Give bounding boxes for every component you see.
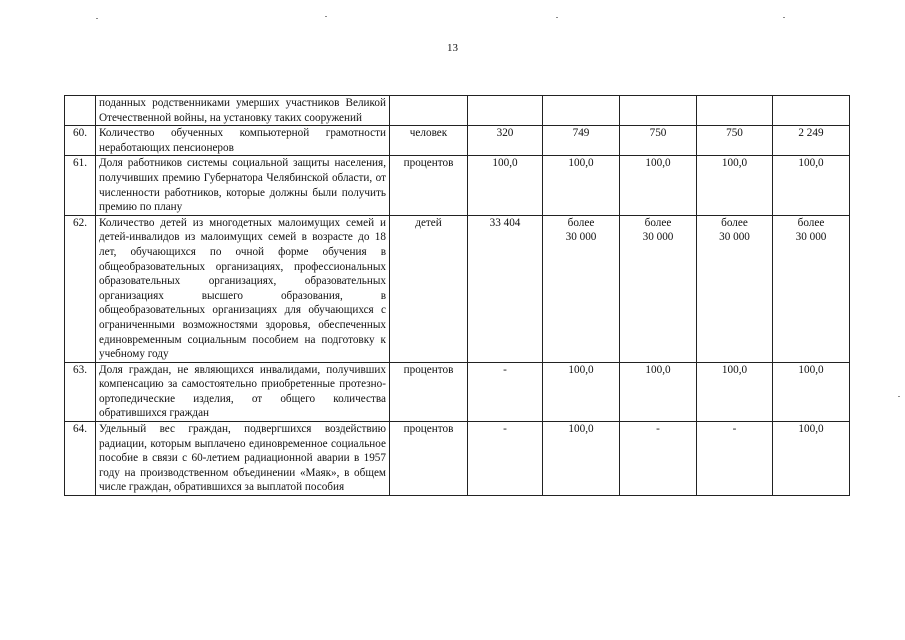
table-row [65,126,850,156]
table-row [65,422,850,496]
value-cell [543,362,620,421]
value-cell [620,362,697,421]
value-cell [543,156,620,215]
value-line: 100,0 [798,157,824,170]
value-line: 100,0 [568,157,594,170]
row-number [65,96,96,126]
value-line: - [656,423,660,436]
value-line: - [503,423,507,436]
value-cell [543,126,620,156]
page-number: 13 [447,42,458,54]
value-line: 100,0 [645,363,671,376]
value-line: 30 000 [795,231,827,244]
value-cell [773,362,850,421]
row-number: 64. [65,422,96,496]
value-line: - [503,363,507,376]
scan-speck [898,396,900,397]
value-line: 100,0 [568,423,594,436]
table-row [65,96,850,126]
value-cell [620,215,697,362]
value-cell [468,96,543,126]
value-cell [468,362,543,421]
scan-speck [325,16,327,17]
value-line: 33 404 [489,216,521,229]
value-cell [697,362,773,421]
value-cell [697,96,773,126]
unit-of-measure: процентов [390,156,468,215]
indicator-description: Количество обученных компьютерной грамотности неработающих пенсионеров [96,126,390,156]
value-line: 100,0 [492,157,518,170]
table-body [65,96,850,496]
value-line: более [797,216,825,229]
value-cell [697,215,773,362]
unit-of-measure: процентов [390,362,468,421]
indicator-description: Доля граждан, не являющихся инвалидами, получивших компенсацию за самостоятельно приобретенные протезно-ортопедические изделия, от общего количества обратившихся граждан [96,362,390,421]
value-line: более [567,216,595,229]
scan-speck [783,17,785,18]
value-cell [468,156,543,215]
value-cell [773,215,850,362]
indicator-description: Количество детей из многодетных малоимущих семей и детей-инвалидов из малоимущих семей в возрасте до 18 лет, обучающихся по очной форме обучения в общеобразовательных организациях, профессиональных образовательных организациях, образовательных организациях высшего образования, в общеобразовательных организациях для обучающихся с ограниченными возможностями здоровья, обеспеченных единовременным социальным пособием на подготовку к учебному году [96,215,390,362]
value-cell [773,156,850,215]
value-cell [773,422,850,496]
value-line: более [644,216,672,229]
value-line: 30 000 [719,231,750,244]
value-line: 100,0 [798,423,824,436]
value-line: 2 249 [798,127,824,140]
value-cell [620,126,697,156]
value-cell [543,422,620,496]
indicator-description: поданных родственниками умерших участников Великой Отечественной войны, на установку таких сооружений [96,96,390,126]
value-cell [773,96,850,126]
value-cell [620,156,697,215]
value-line: 30 000 [642,231,674,244]
value-line: более [721,216,748,229]
indicators-table [64,95,850,496]
value-cell [543,215,620,362]
value-line: 750 [649,127,667,140]
scan-speck [556,17,558,18]
value-cell [543,96,620,126]
row-number: 63. [65,362,96,421]
table-row [65,362,850,421]
value-cell [697,156,773,215]
value-line: 750 [726,127,743,140]
value-cell [620,96,697,126]
value-line: 100,0 [798,363,824,376]
unit-of-measure: человек [390,126,468,156]
unit-of-measure [390,96,468,126]
value-cell [620,422,697,496]
indicator-description: Доля работников системы социальной защиты населения, получивших премию Губернатора Челябинской области, от численности работников, которые должны были получить премию по плану [96,156,390,215]
value-cell [468,215,543,362]
value-cell [468,422,543,496]
value-line: 749 [572,127,590,140]
value-cell [773,126,850,156]
table-row [65,215,850,362]
table-row [65,156,850,215]
value-line: - [732,423,737,436]
row-number: 60. [65,126,96,156]
unit-of-measure: процентов [390,422,468,496]
value-line: 100,0 [721,157,748,170]
indicator-description: Удельный вес граждан, подвергшихся воздействию радиации, которым выплачено единовременное социальное пособие в связи с 60-летием радиационной аварии в 1957 году на производственном объединении «Маяк», в общем числе граждан, обратившихся за выплатой пособия [96,422,390,496]
value-cell [697,126,773,156]
unit-of-measure: детей [390,215,468,362]
value-line: 100,0 [645,157,671,170]
value-line: 30 000 [565,231,597,244]
scan-speck [96,18,98,19]
value-cell [697,422,773,496]
value-line: 100,0 [568,363,594,376]
row-number: 62. [65,215,96,362]
row-number: 61. [65,156,96,215]
value-line: 320 [496,127,514,140]
value-line: 100,0 [721,363,748,376]
value-cell [468,126,543,156]
